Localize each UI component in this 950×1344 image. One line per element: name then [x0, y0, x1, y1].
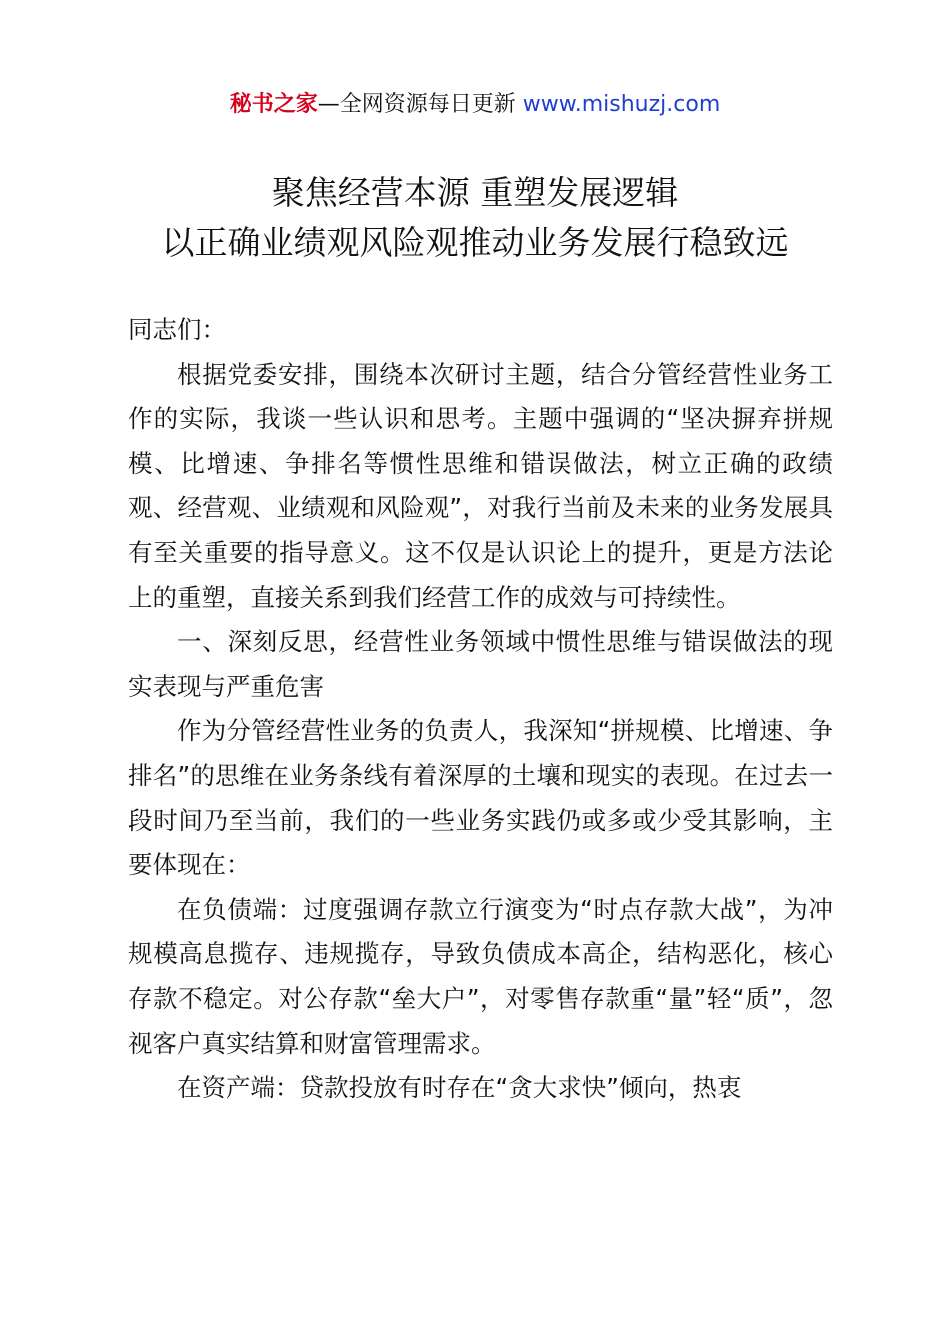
document-title: [0, 168, 950, 268]
header-url-link[interactable]: www.mishuzj.com: [522, 92, 721, 117]
header-slogan: —全网资源每日更新: [317, 92, 523, 117]
paragraph-reflection: 作为分管经营性业务的负责人，我深知“拼规模、比增速、争排名”的思维在业务条线有着深厚的土壤和现实的表现。在过去一段时间乃至当前，我们的一些业务实践仍或多或少受其影响，主要体现在：: [128, 716, 833, 880]
paragraph-intro: 根据党委安排，围绕本次研讨主题，结合分管经营性业务工作的实际，我谈一些认识和思考。主题中强调的“坚决摒弃拼规模、比增速、争排名等惯性思维和错误做法，树立正确的政绩观、经营观、业绩观和风险观”，对我行当前及未来的业务发展具有至关重要的指导意义。这不仅是认识论上的提升，更是方法论上的重塑，直接关系到我们经营工作的成效与可持续性。: [128, 359, 833, 612]
document-body: [128, 308, 833, 1111]
site-header: [0, 88, 950, 122]
salutation: 同志们：: [128, 315, 226, 344]
title-line-1: 聚焦经营本源 重塑发展逻辑: [271, 173, 679, 212]
section-heading-1: 一、深刻反思，经营性业务领域中惯性思维与错误做法的现实表现与严重危害: [128, 627, 833, 701]
header-brand: 秘书之家: [229, 92, 318, 117]
title-line-2: 以正确业绩观风险观推动业务发展行稳致远: [161, 223, 789, 262]
paragraph-liability-side: 在负债端：过度强调存款立行演变为“时点存款大战”，为冲规模高息揽存、违规揽存，导致负债成本高企，结构恶化，核心存款不稳定。对公存款“垒大户”，对零售存款重“量”轻“质”，忽视客户真实结算和财富管理需求。: [128, 894, 833, 1058]
paragraph-asset-side: 在资产端：贷款投放有时存在“贪大求快”倾向，热衷: [177, 1073, 742, 1103]
